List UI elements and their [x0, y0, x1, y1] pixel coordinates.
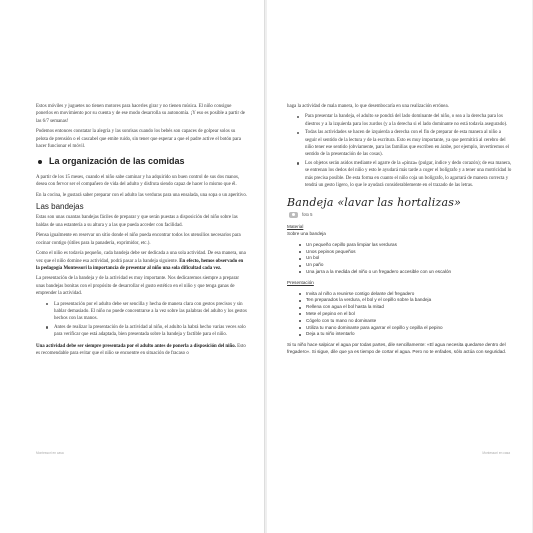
bandejas-text: Como el niño es todavía pequeño, cada bandeja debe ser dedicada a una sola actividad. De esa manera, una vez que el niño domine esa actividad, podrá pasar a la bandeja siguiente.: [36, 251, 246, 264]
list-item: Los objetos serán asidos mediante el agarre de la «pinza» (pulgar, índice y dedo corazón); de esa manera, se entrenan los dedos del niño y esto le ayudará más tarde a coger el bolígrafo y a tener una motricidad lo más precisa posible. De esta forma en cuanto el niño coja un bolígrafo, lo agarrará de manera correcta y tendrá un gesto ligero, lo que le ayudará considerablemente en el trazado de las letras.: [297, 160, 513, 190]
right-page-content: [287, 103, 513, 356]
presentacion-list: [299, 291, 513, 339]
list-item: Invita al niño a reunirse contigo delante del fregadero: [299, 291, 513, 298]
list-item: Ten preparados la verdura, el bol y el cepillo sobre la bandeja: [299, 297, 513, 304]
list-item: Para presentar la bandeja, el adulto se pondrá del lado dominante del niño, o sea a la derecha para los diestros y a la izquierda para los zurdos (y a la derecha si el lado dominante no está todavía asegurado).: [297, 113, 513, 128]
closing-text: Esto es recomendable para evitar que el niño se encuentre en situación de fracaso o: [36, 343, 246, 356]
list-item: Utiliza tu mano dominante para agarrar el cepillo y cepilla el pepino: [299, 325, 513, 332]
left-page: [0, 0, 265, 533]
list-item: Antes de realizar la presentación de la actividad al niño, el adulto la habrá hecho varias veces solo para verificar que está adaptada, bien presentada sobre la bandeja y factible para el niño.: [46, 324, 248, 339]
list-item: Un bol: [299, 255, 513, 262]
closing-paragraph: [36, 343, 248, 358]
intro-paragraph: Estos móviles y juguetes no tienen motores para hacerles girar y no tienen música. El niño consigue ponerlos en movimiento por su cuenta y de ese modo desarrolla su autonomía. ¡Y eso es posible a partir de las 6/7 semanas!: [36, 104, 245, 124]
intro-paragraph: Podemos entonces constatar la alegría y las sonrisas cuando los bebés son capaces de golpear solos su pelota de prensión o el cascabel que emite ruido, sin tener que esperar a que el padre active el botón para hacer funcionar el móvil.: [36, 129, 241, 150]
section-heading: [38, 158, 248, 165]
list-item: Todas las actividades se hacen de izquierda a derecha con el fin de preparar de esta manera al niño a seguir el sentido de la lectura y de la escritura. Esto es muy importante, ya que permitirá al cerebro del niño tener ese sentido (obviamente, para las familias que escriben en árabe, por ejemplo, invertiremos el sentido de la presentación de las cosas).: [297, 129, 513, 159]
page-footer: Montessori en casa: [36, 451, 64, 455]
list-item: Un pequeño cepillo para limpiar las verduras: [299, 242, 513, 249]
rules-bullets: [297, 113, 513, 189]
material-label: Material: [287, 224, 304, 230]
bandejas-paragraph: [36, 250, 248, 272]
presentacion-label: Presentación: [287, 279, 314, 285]
photo-reference: [289, 211, 513, 218]
list-item: Deja a tu niño intentarlo: [299, 331, 513, 338]
list-item: Unos pepinos pequeños: [299, 249, 513, 256]
material-intro: Sobre una bandeja: [287, 231, 326, 237]
list-item: Una jarra a la medida del niño o un fregadero accesible con un escalón: [299, 269, 513, 276]
activity-title: Bandeja «lavar las hortalizas»: [287, 196, 462, 210]
bandejas-bold-text: En efecto, hemos observado en la pedagogía Montessori la importancia de presentar al niño una sola dificultad cada vez.: [36, 258, 244, 271]
closing-paragraph: Si tu niño hace salpicar el agua por todas partes, dile sencillamente: «El agua necesita quedarse dentro del fregadero». Si sigue, dile que ya es tiempo de cortar el agua. Pero no te enfades, sólo actúa con seguridad.: [287, 342, 507, 355]
bandejas-paragraph: La presentación de la bandeja y de la actividad es muy importante. Nos dedicaremos siempre a preparar unas bandejas bonitas con el propósito de desarrollar el gusto estético en el niño y que tenga ganas de emprender la actividad.: [36, 276, 240, 297]
bullet-dot-icon: [38, 160, 42, 164]
bandejas-paragraph: Estas son unas cuantas bandejas fáciles de preparar y que serán puestas a disposición del niño sobre las baldas de una estantería a su altura y a las que pueda acceder con facilidad.: [36, 215, 238, 228]
bandejas-paragraph: Piensa igualmente en reservar un sitio donde el niño pueda encontrar todos los utensilios necesarios para cocinar contigo (útiles para la panadería, exprimidor, etc.).: [36, 233, 241, 246]
list-item: Mete el pepino en el bol: [299, 311, 513, 318]
camera-icon: [289, 212, 298, 218]
continuation-paragraph: haga la actividad de mala manera, lo que desembocaría en una realización errónea.: [287, 104, 449, 109]
section-heading-text: La organización de las comidas: [49, 156, 185, 167]
page-footer: Montessori en casa: [482, 451, 510, 455]
list-item: Cógelo con tu mano no dominante: [299, 318, 513, 325]
closing-bold-text: Una actividad debe ser siempre presentada por el adulto antes de ponerla a disposición del niño.: [36, 343, 236, 349]
presentation-bullets: [46, 301, 248, 339]
left-page-content: [36, 103, 248, 360]
list-item: Un paño: [299, 262, 513, 269]
sub-heading: Las bandejas: [36, 202, 84, 212]
material-list: [299, 242, 513, 276]
right-page: [267, 0, 532, 533]
list-item: Rellena con agua el bol hasta la mitad: [299, 304, 513, 311]
section-paragraph: A partir de los 15 meses, cuando el niño sabe caminar y ha adquirido un buen control de sus dos manos, desea con fervor ser el compañero de vida del adulto y disfruta siendo capaz de hacer lo mismo que él.: [36, 174, 240, 188]
photo-reference-label: foto 5: [302, 211, 313, 217]
list-item: La presentación por el adulto debe ser sencilla y hecha de manera clara con gestos precisos y sin hablar demasiado. El niño no puede concentrarse a la vez sobre las palabras del adulto y los gestos hechos con las manos.: [46, 301, 248, 323]
section-paragraph: En la cocina, le gustará saber preparar con el adulto las verduras para una ensalada, una sopa o un aperitivo.: [36, 192, 248, 198]
